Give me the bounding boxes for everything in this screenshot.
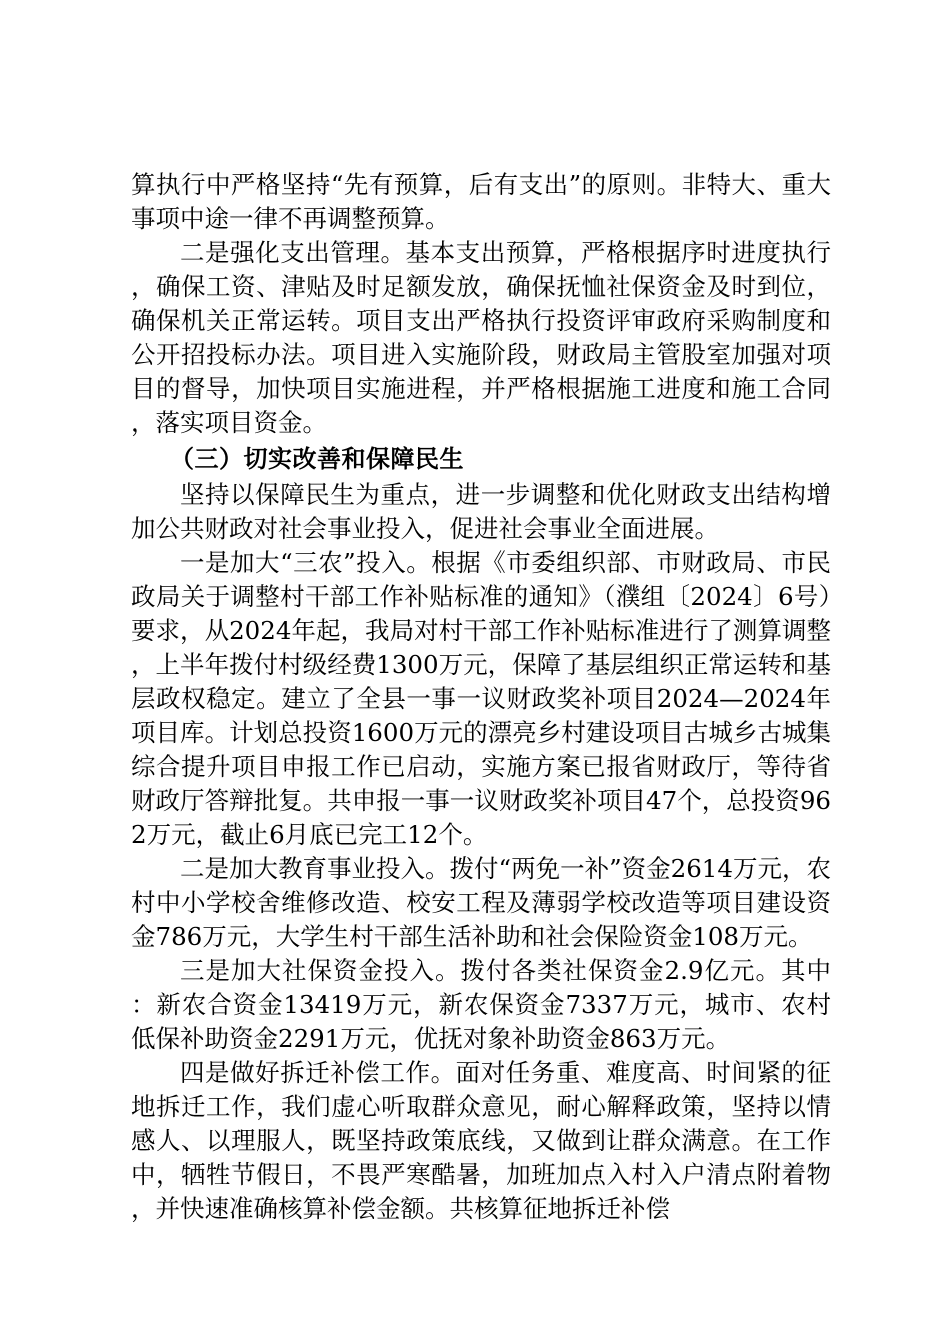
paragraph-budget-principle: 算执行中严格坚持“先有预算，后有支出”的原则。非特大、重大事项中途一律不再调整预算。 [131,170,831,233]
document-body [131,168,831,1226]
paragraph-demolition-compensation: 四是做好拆迁补偿工作。面对任务重、难度高、时间紧的征地拆迁工作，我们虚心听取群众意见，耐心解释政策，坚持以情感人、以理服人，既坚持政策底线，又做到让群众满意。在工作中，牺牲节假日，不畏严寒酷暑，加班加点入村入户清点附着物，并快速准确核算补偿金额。共核算征地拆迁补偿 [131,1058,831,1223]
paragraph-education-investment: 二是加大教育事业投入。拨付“两免一补”资金2614万元，农村中小学校舍维修改造、校安工程及薄弱学校改造等项目建设资金786万元，大学生村干部生活补助和社会保险资金108万元。 [131,854,831,951]
paragraph-agriculture-investment: 一是加大“三农”投入。根据《市委组织部、市财政局、市民政局关于调整村干部工作补贴标准的通知》（濮组〔2024〕6号）要求，从2024年起，我局对村干部工作补贴标准进行了测算调整，上半年拨付村级经费1300万元，保障了基层组织正常运转和基层政权稳定。建立了全县一事一议财政奖补项目2024—2024年项目库。计划总投资1600万元的漂亮乡村建设项目古城乡古城集综合提升项目申报工作已启动，实施方案已报省财政厅，等待省财政厅答辩批复。共申报一事一议财政奖补项目47个，总投资962万元，截止6月底已完工12个。 [131,548,831,849]
paragraph-livelihood-intro: 坚持以保障民生为重点，进一步调整和优化财政支出结构增加公共财政对社会事业投入，促进社会事业全面进展。 [131,480,831,543]
paragraph-social-security-investment: 三是加大社保资金投入。拨付各类社保资金2.9亿元。其中：新农合资金13419万元，新农保资金7337万元，城市、农村低保补助资金2291万元，优抚对象补助资金863万元。 [131,956,831,1053]
section-heading-livelihood: （三）切实改善和保障民生 [170,445,464,473]
paragraph-expenditure-management: 二是强化支出管理。基本支出预算，严格根据序时进度执行，确保工资、津贴及时足额发放，确保抚恤社保资金及时到位，确保机关正常运转。项目支出严格执行投资评审政府采购制度和公开招投标办法。项目进入实施阶段，财政局主管股室加强对项目的督导，加快项目实施进程，并严格根据施工进度和施工合同，落实项目资金。 [131,238,831,437]
